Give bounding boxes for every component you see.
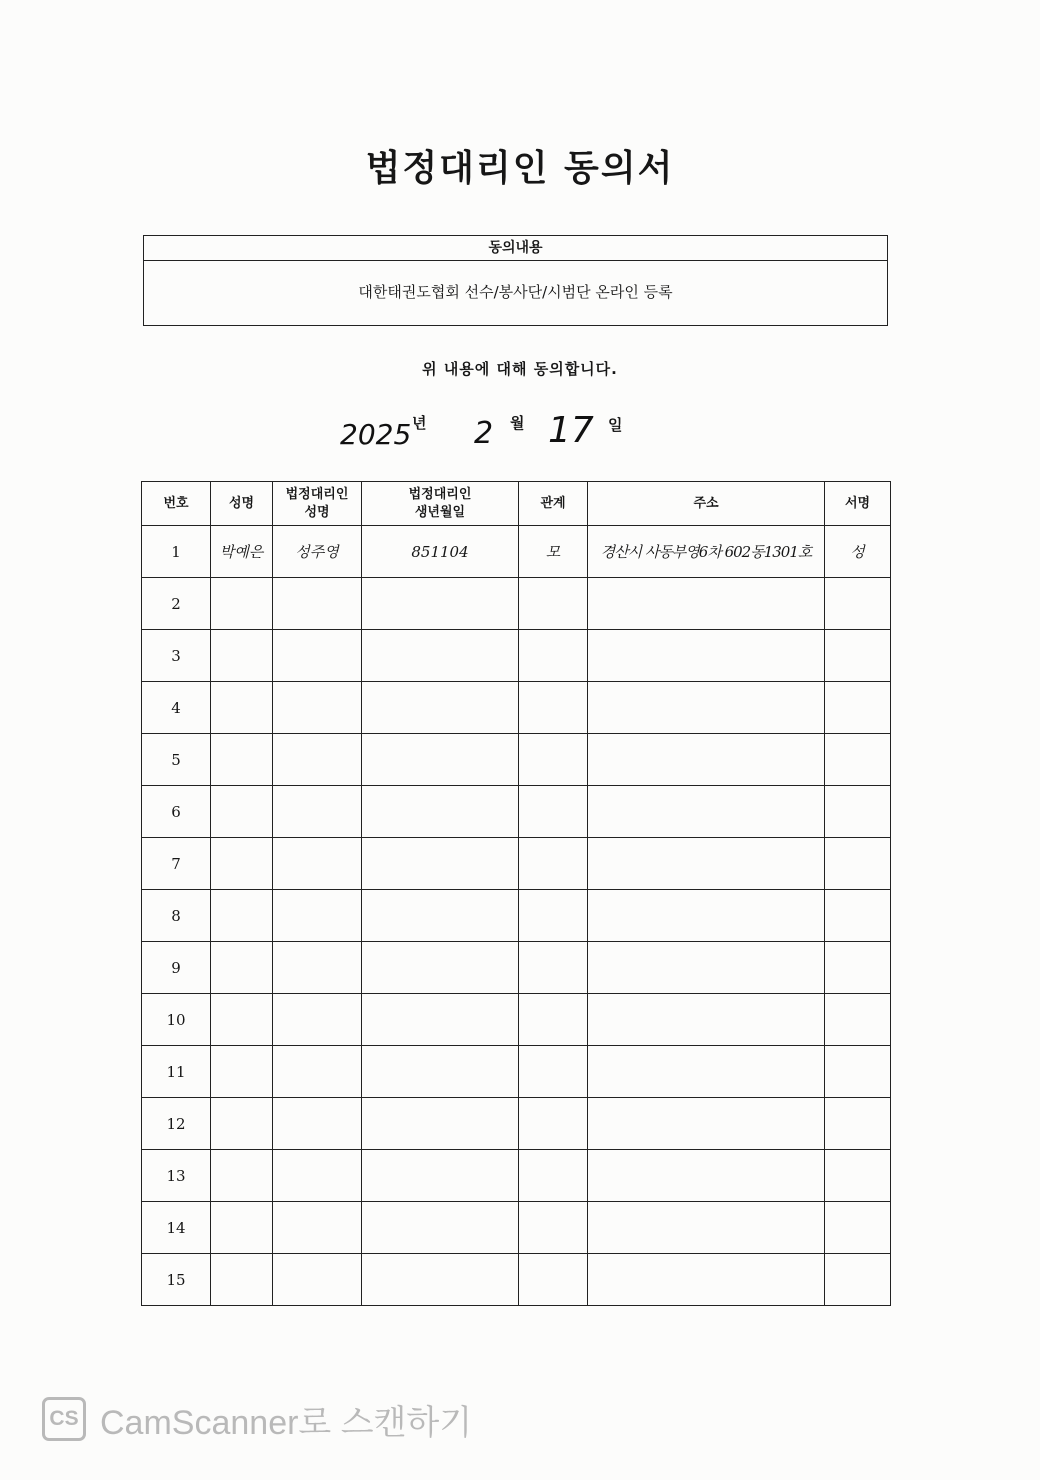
row-no: 9 bbox=[142, 942, 211, 994]
row-relation bbox=[519, 786, 588, 838]
row-name bbox=[211, 1202, 273, 1254]
row-no: 13 bbox=[142, 1150, 211, 1202]
row-guardian-name bbox=[273, 1098, 362, 1150]
row-guardian-name bbox=[273, 942, 362, 994]
row-signature bbox=[825, 630, 891, 682]
row-guardian-name bbox=[273, 734, 362, 786]
row-no: 10 bbox=[142, 994, 211, 1046]
row-relation bbox=[519, 942, 588, 994]
row-address: 경산시 사동부영6차 602동1301호 bbox=[588, 526, 825, 578]
row-guardian-birth bbox=[362, 1254, 519, 1306]
row-name bbox=[211, 1046, 273, 1098]
row-signature bbox=[825, 994, 891, 1046]
table-row bbox=[142, 838, 891, 890]
camscanner-logo-icon: CS bbox=[42, 1397, 86, 1441]
row-address bbox=[588, 942, 825, 994]
row-relation bbox=[519, 630, 588, 682]
header-no: 번호 bbox=[142, 482, 211, 526]
row-guardian-birth bbox=[362, 994, 519, 1046]
row-signature bbox=[825, 682, 891, 734]
table-row bbox=[142, 1098, 891, 1150]
row-address bbox=[588, 682, 825, 734]
row-relation bbox=[519, 1202, 588, 1254]
row-relation bbox=[519, 1046, 588, 1098]
guardian-roster-table bbox=[141, 481, 891, 1306]
table-row bbox=[142, 734, 891, 786]
header-guardian-birth-line2: 생년월일 bbox=[414, 504, 466, 520]
row-guardian-birth bbox=[362, 786, 519, 838]
row-relation bbox=[519, 838, 588, 890]
row-signature bbox=[825, 1202, 891, 1254]
row-address bbox=[588, 994, 825, 1046]
row-relation bbox=[519, 1254, 588, 1306]
row-signature bbox=[825, 890, 891, 942]
row-no: 14 bbox=[142, 1202, 211, 1254]
row-guardian-name bbox=[273, 1046, 362, 1098]
row-name bbox=[211, 1098, 273, 1150]
table-row bbox=[142, 994, 891, 1046]
row-name bbox=[211, 994, 273, 1046]
camscanner-watermark bbox=[42, 1396, 472, 1442]
table-row bbox=[142, 942, 891, 994]
row-no: 2 bbox=[142, 578, 211, 630]
table-row bbox=[142, 682, 891, 734]
row-guardian-name bbox=[273, 1150, 362, 1202]
row-relation bbox=[519, 682, 588, 734]
row-no: 6 bbox=[142, 786, 211, 838]
consent-content-body: 대한태권도협회 선수/봉사단/시범단 온라인 등록 bbox=[358, 283, 673, 301]
row-relation bbox=[519, 994, 588, 1046]
header-guardian-name-line2: 성명 bbox=[304, 504, 330, 520]
row-no: 4 bbox=[142, 682, 211, 734]
row-guardian-birth bbox=[362, 1202, 519, 1254]
header-guardian-birth bbox=[362, 482, 519, 526]
table-row bbox=[142, 1150, 891, 1202]
row-guardian-name bbox=[273, 578, 362, 630]
row-name bbox=[211, 630, 273, 682]
row-no: 7 bbox=[142, 838, 211, 890]
date-day: 17 bbox=[548, 410, 594, 451]
row-guardian-name: 성주영 bbox=[273, 526, 362, 578]
row-guardian-birth bbox=[362, 1046, 519, 1098]
row-address bbox=[588, 630, 825, 682]
row-guardian-name bbox=[273, 890, 362, 942]
row-signature bbox=[825, 734, 891, 786]
header-name: 성명 bbox=[211, 482, 273, 526]
row-name bbox=[211, 734, 273, 786]
row-guardian-name bbox=[273, 1202, 362, 1254]
table-row bbox=[142, 1202, 891, 1254]
row-relation: 모 bbox=[519, 526, 588, 578]
row-signature bbox=[825, 1046, 891, 1098]
row-guardian-birth: 851104 bbox=[362, 526, 519, 578]
date-line bbox=[340, 408, 660, 458]
row-guardian-birth bbox=[362, 1150, 519, 1202]
row-signature: 성 bbox=[825, 526, 891, 578]
row-no: 8 bbox=[142, 890, 211, 942]
date-year-unit: 년 bbox=[412, 414, 427, 432]
row-address bbox=[588, 578, 825, 630]
row-name: 박예은 bbox=[211, 526, 273, 578]
row-name bbox=[211, 942, 273, 994]
row-guardian-name bbox=[273, 630, 362, 682]
header-guardian-name bbox=[273, 482, 362, 526]
row-address bbox=[588, 1202, 825, 1254]
row-relation bbox=[519, 578, 588, 630]
date-month: 2 bbox=[474, 416, 494, 451]
row-relation bbox=[519, 734, 588, 786]
row-guardian-birth bbox=[362, 890, 519, 942]
row-name bbox=[211, 578, 273, 630]
document-title: 법정대리인 동의서 bbox=[365, 148, 675, 189]
row-relation bbox=[519, 890, 588, 942]
row-no: 12 bbox=[142, 1098, 211, 1150]
row-signature bbox=[825, 838, 891, 890]
row-name bbox=[211, 890, 273, 942]
row-guardian-birth bbox=[362, 1098, 519, 1150]
header-signature: 서명 bbox=[825, 482, 891, 526]
camscanner-watermark-text: CamScanner로 스캔하기 bbox=[100, 1403, 473, 1442]
row-signature bbox=[825, 942, 891, 994]
row-address bbox=[588, 734, 825, 786]
row-address bbox=[588, 1098, 825, 1150]
table-row bbox=[142, 890, 891, 942]
row-no: 5 bbox=[142, 734, 211, 786]
consent-content-header: 동의내용 bbox=[144, 236, 887, 261]
row-signature bbox=[825, 578, 891, 630]
row-address bbox=[588, 838, 825, 890]
date-month-unit: 월 bbox=[510, 414, 525, 432]
row-name bbox=[211, 1254, 273, 1306]
row-address bbox=[588, 786, 825, 838]
row-address bbox=[588, 1254, 825, 1306]
header-guardian-name-line1: 법정대리인 bbox=[285, 486, 349, 502]
row-guardian-birth bbox=[362, 578, 519, 630]
row-signature bbox=[825, 1098, 891, 1150]
row-guardian-name bbox=[273, 682, 362, 734]
row-no: 1 bbox=[142, 526, 211, 578]
row-name bbox=[211, 682, 273, 734]
row-guardian-birth bbox=[362, 838, 519, 890]
row-guardian-name bbox=[273, 1254, 362, 1306]
row-relation bbox=[519, 1150, 588, 1202]
row-guardian-birth bbox=[362, 682, 519, 734]
row-signature bbox=[825, 1254, 891, 1306]
consent-content-box bbox=[143, 235, 888, 326]
header-address: 주소 bbox=[588, 482, 825, 526]
row-address bbox=[588, 1046, 825, 1098]
row-name bbox=[211, 838, 273, 890]
table-row bbox=[142, 1046, 891, 1098]
row-guardian-birth bbox=[362, 630, 519, 682]
agreement-statement: 위 내용에 대해 동의합니다. bbox=[422, 360, 618, 378]
row-signature bbox=[825, 1150, 891, 1202]
row-name bbox=[211, 1150, 273, 1202]
date-year: 2025 bbox=[340, 418, 412, 451]
row-guardian-birth bbox=[362, 734, 519, 786]
row-address bbox=[588, 1150, 825, 1202]
row-no: 15 bbox=[142, 1254, 211, 1306]
row-guardian-birth bbox=[362, 942, 519, 994]
table-row bbox=[142, 1254, 891, 1306]
table-row bbox=[142, 786, 891, 838]
row-guardian-name bbox=[273, 994, 362, 1046]
table-row bbox=[142, 578, 891, 630]
row-no: 3 bbox=[142, 630, 211, 682]
row-no: 11 bbox=[142, 1046, 211, 1098]
date-day-unit: 일 bbox=[608, 416, 623, 434]
row-guardian-name bbox=[273, 838, 362, 890]
row-name bbox=[211, 786, 273, 838]
row-address bbox=[588, 890, 825, 942]
row-guardian-name bbox=[273, 786, 362, 838]
row-signature bbox=[825, 786, 891, 838]
table-row bbox=[142, 630, 891, 682]
header-guardian-birth-line1: 법정대리인 bbox=[408, 486, 472, 502]
table-row bbox=[142, 526, 891, 578]
row-relation bbox=[519, 1098, 588, 1150]
header-relation: 관계 bbox=[519, 482, 588, 526]
table-header-row bbox=[142, 482, 891, 526]
